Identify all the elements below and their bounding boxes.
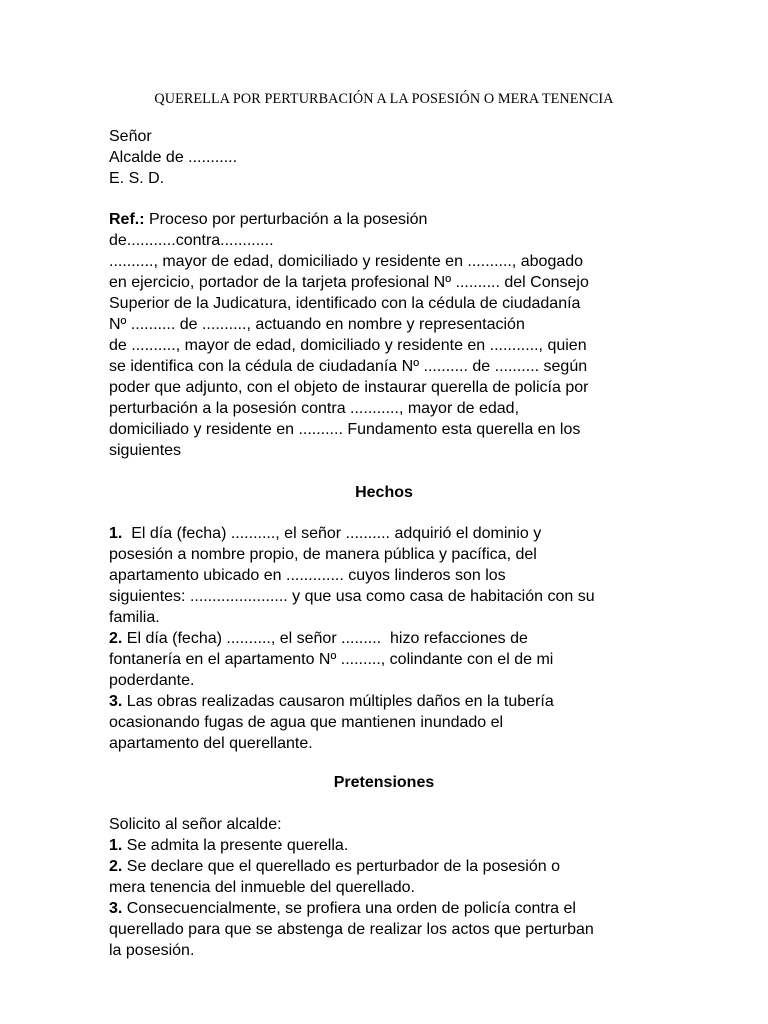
text-line bbox=[109, 628, 595, 649]
text-line: en ejercicio, portador de la tarjeta profesional Nº .......... del Consejo bbox=[109, 274, 589, 291]
numbered-item bbox=[109, 898, 594, 961]
text-line: perturbación a la posesión contra ..........., mayor de edad, bbox=[109, 400, 520, 417]
hechos-heading: Hechos bbox=[355, 484, 413, 501]
item-number: 1. bbox=[109, 525, 123, 542]
text-line bbox=[109, 691, 595, 712]
text-line: querellado para que se abstenga de realizar los actos que perturban bbox=[109, 921, 594, 938]
text-line: apartamento del querellante. bbox=[109, 735, 313, 752]
reference-line bbox=[109, 209, 589, 230]
text-line: Superior de la Judicatura, identificado con la cédula de ciudadanía bbox=[109, 295, 581, 312]
pretensiones-heading: Pretensiones bbox=[333, 774, 435, 791]
item-number: 2. bbox=[109, 858, 123, 875]
text-line: .........., mayor de edad, domiciliado y residente en .........., abogado bbox=[109, 253, 584, 270]
hechos-list bbox=[109, 523, 595, 754]
address-line: E. S. D. bbox=[109, 170, 165, 187]
numbered-item bbox=[109, 835, 594, 856]
document-title: QUERELLA POR PERTURBACIÓN A LA POSESIÓN O MERA TENENCIA bbox=[154, 91, 614, 107]
address-block bbox=[109, 126, 237, 189]
pretensiones-intro: Solicito al señor alcalde: bbox=[109, 816, 282, 833]
text-line: siguientes bbox=[109, 442, 182, 459]
reference-block bbox=[109, 209, 589, 461]
pretensiones-block bbox=[109, 814, 594, 961]
item-text: Se admita la presente querella. bbox=[122, 837, 349, 854]
reference-text: Proceso por perturbación a la posesión bbox=[144, 211, 428, 228]
item-number: 3. bbox=[109, 900, 123, 917]
text-line bbox=[109, 898, 594, 919]
item-text: Consecuencialmente, se profiera una orden de policía contra el bbox=[122, 900, 576, 917]
numbered-item bbox=[109, 691, 595, 754]
text-line: apartamento ubicado en ............. cuyos linderos son los bbox=[109, 567, 506, 584]
intro-paragraph bbox=[109, 251, 589, 461]
item-text: Se declare que el querellado es perturbador de la posesión o bbox=[122, 858, 560, 875]
address-line: Señor bbox=[109, 128, 152, 145]
text-line: poder que adjunto, con el objeto de instaurar querella de policía por bbox=[109, 379, 589, 396]
numbered-item bbox=[109, 628, 595, 691]
pretensiones-list bbox=[109, 835, 594, 961]
numbered-item bbox=[109, 856, 594, 898]
text-line: posesión a nombre propio, de manera pública y pacífica, del bbox=[109, 546, 537, 563]
text-line: la posesión. bbox=[109, 942, 195, 959]
text-line: poderdante. bbox=[109, 672, 195, 689]
text-line bbox=[109, 523, 595, 544]
reference-label: Ref.: bbox=[109, 211, 145, 228]
item-number: 3. bbox=[109, 693, 123, 710]
text-line: fontanería en el apartamento Nº ........., colindante con el de mi bbox=[109, 651, 554, 668]
address-line: Alcalde de ........... bbox=[109, 149, 238, 166]
reference-line: de...........contra............ bbox=[109, 232, 274, 249]
text-line: ocasionando fugas de agua que mantienen inundado el bbox=[109, 714, 504, 731]
text-line: domiciliado y residente en .......... Fundamento esta querella en los bbox=[109, 421, 581, 438]
numbered-item bbox=[109, 523, 595, 628]
text-line: mera tenencia del inmueble del querellado. bbox=[109, 879, 415, 896]
item-text: El día (fecha) .........., el señor ......... hizo refacciones de bbox=[122, 630, 528, 647]
text-line: de .........., mayor de edad, domiciliado y residente en ..........., quien bbox=[109, 337, 587, 354]
text-line: siguientes: ...................... y que usa como casa de habitación con su bbox=[109, 588, 595, 605]
text-line: familia. bbox=[109, 609, 160, 626]
text-line bbox=[109, 856, 594, 877]
item-number: 1. bbox=[109, 837, 123, 854]
text-line bbox=[109, 835, 594, 856]
item-text: Las obras realizadas causaron múltiples daños en la tubería bbox=[122, 693, 554, 710]
item-text: El día (fecha) .........., el señor .......... adquirió el dominio y bbox=[122, 525, 542, 542]
text-line: se identifica con la cédula de ciudadanía Nº .......... de .......... según bbox=[109, 358, 588, 375]
text-line: Nº .......... de .........., actuando en nombre y representación bbox=[109, 316, 525, 333]
item-number: 2. bbox=[109, 630, 123, 647]
